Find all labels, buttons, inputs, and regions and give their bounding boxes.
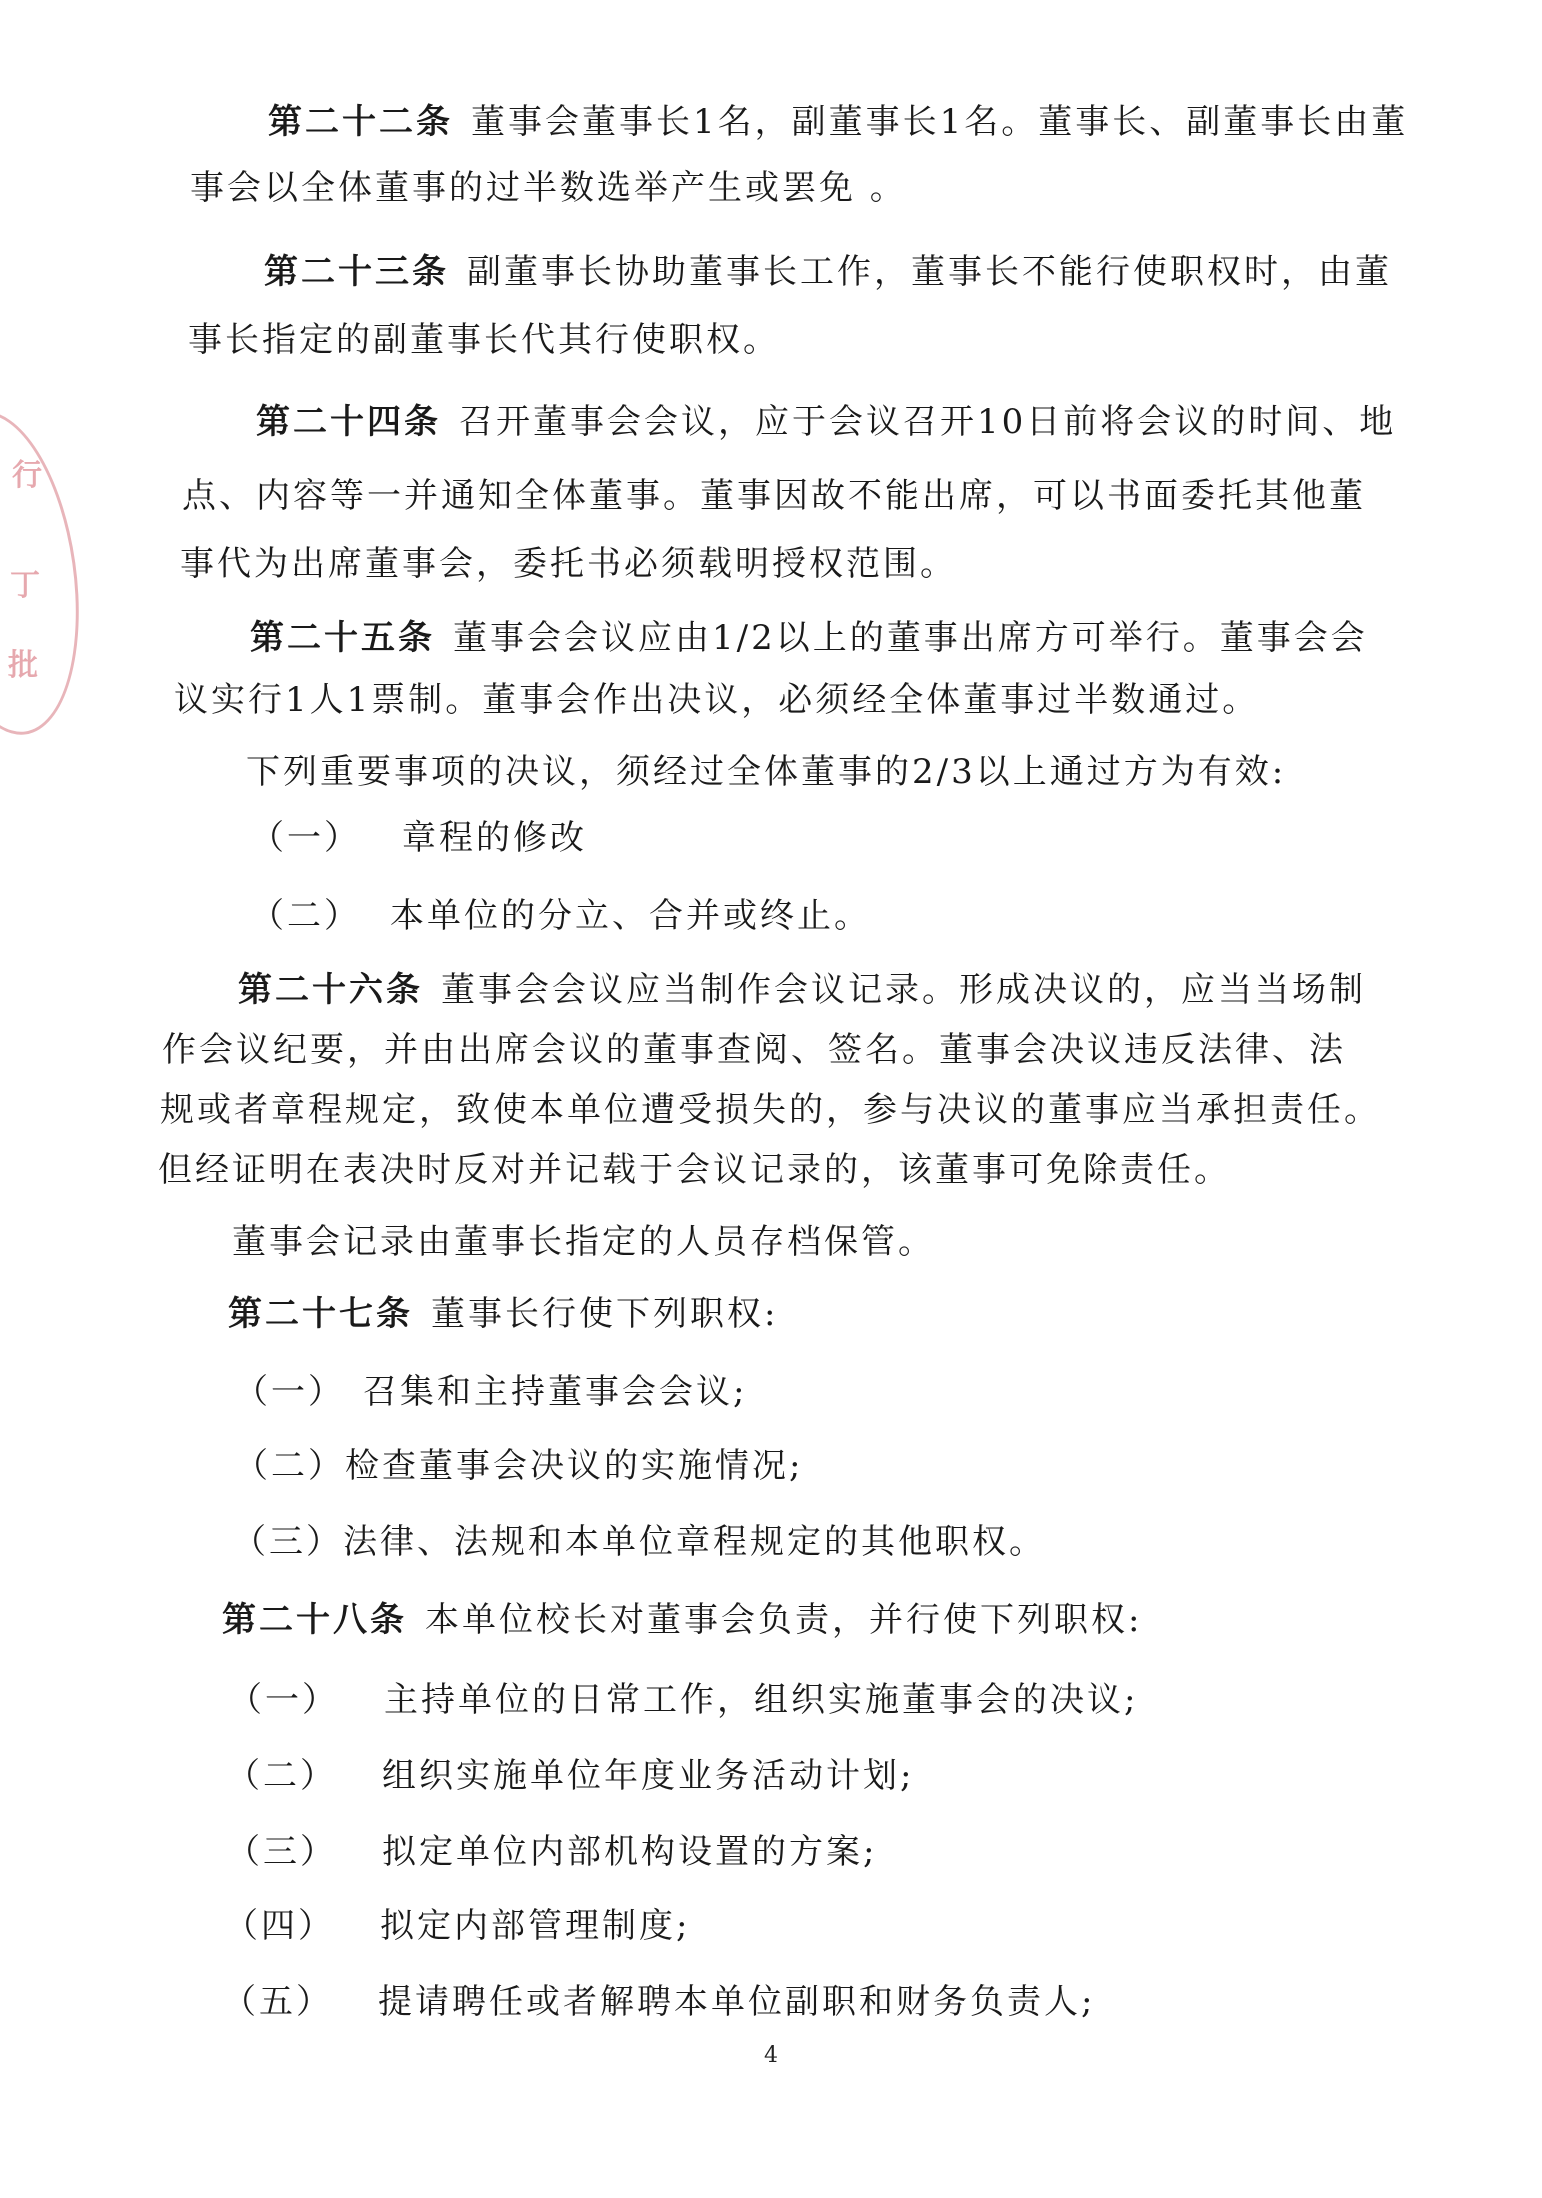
article-26-line-3: 规或者章程规定，致使本单位遭受损失的，参与决议的董事应当承担责任。 <box>160 1090 1381 1130</box>
list-item-number: （二） <box>226 1756 337 1796</box>
list-item <box>224 1906 690 1946</box>
article-22-line-2: 事会以全体董事的过半数选举产生或罢免 。 <box>190 168 907 208</box>
article-22-label: 第二十二条 <box>268 102 453 142</box>
article-25-line-2: 议实行1人1票制。董事会作出决议，必须经全体董事过半数通过。 <box>174 680 1260 720</box>
article-23-line-1: 第二十三条 副董事长协助董事长工作，董事长不能行使职权时，由董 <box>264 252 1392 292</box>
list-item <box>222 1982 1095 2022</box>
list-item-text: 提请聘任或者解聘本单位副职和财务负责人; <box>378 1982 1096 2022</box>
list-item-text: 章程的修改 <box>402 818 587 858</box>
list-item-number: （二） <box>234 1446 345 1486</box>
article-22-line-1: 第二十二条 董事会董事长1名，副董事长1名。董事长、副董事长由董 <box>268 102 1409 142</box>
list-item-number: （三） <box>226 1832 337 1872</box>
list-item-number: （一） <box>250 818 361 858</box>
list-item <box>226 1832 877 1872</box>
list-item <box>226 1756 914 1796</box>
article-23-label: 第二十三条 <box>264 252 449 292</box>
list-item <box>234 1372 747 1412</box>
list-item-number: （五） <box>222 1982 333 2022</box>
article-27-label: 第二十七条 <box>228 1294 413 1334</box>
article-24-label: 第二十四条 <box>256 402 441 442</box>
seal-glyph: 批 <box>8 648 38 683</box>
list-item-text: 组织实施单位年度业务活动计划; <box>382 1756 915 1796</box>
article-26-label: 第二十六条 <box>238 970 423 1010</box>
article-24-line-2: 点、内容等一并通知全体董事。董事因故不能出席，可以书面委托其他董 <box>182 476 1366 516</box>
list-item-text: 主持单位的日常工作，组织实施董事会的决议; <box>384 1680 1139 1720</box>
article-28-line-1: 第二十八条 本单位校长对董事会负责，并行使下列职权: <box>222 1600 1143 1640</box>
article-28-label: 第二十八条 <box>222 1600 407 1640</box>
list-item-text: 拟定内部管理制度; <box>380 1906 691 1946</box>
list-item-text: 检查董事会决议的实施情况; <box>345 1446 804 1486</box>
article-25-line-1: 第二十五条 董事会会议应由1/2以上的董事出席方可举行。董事会会 <box>250 618 1368 658</box>
article-25-label: 第二十五条 <box>250 618 435 658</box>
list-item-number: （一） <box>228 1680 339 1720</box>
page-number: 4 <box>764 2043 778 2068</box>
list-item-number: （三） <box>232 1522 343 1562</box>
article-24-line-1: 第二十四条 召开董事会会议，应于会议召开10日前将会议的时间、地 <box>256 402 1397 442</box>
list-item-text: 法律、法规和本单位章程规定的其他职权。 <box>343 1522 1046 1562</box>
list-item <box>250 818 587 858</box>
article-25-line-3: 下列重要事项的决议，须经过全体董事的2/3以上通过方为有效: <box>246 752 1287 792</box>
article-26-line-4: 但经证明在表决时反对并记载于会议记录的，该董事可免除责任。 <box>158 1150 1231 1190</box>
article-26-line-1: 第二十六条 董事会会议应当制作会议记录。形成决议的，应当当场制 <box>238 970 1366 1010</box>
list-item <box>232 1522 1046 1562</box>
list-item <box>228 1680 1138 1720</box>
list-item-number: （一） <box>234 1372 345 1412</box>
seal-glyph: 丁 <box>10 568 40 603</box>
list-item <box>234 1446 803 1486</box>
article-27-line-1: 第二十七条 董事长行使下列职权: <box>228 1294 779 1334</box>
list-item-number: （四） <box>224 1906 335 1946</box>
article-26-line-5: 董事会记录由董事长指定的人员存档保管。 <box>232 1222 935 1262</box>
list-item-text: 召集和主持董事会会议; <box>363 1372 748 1412</box>
seal-glyph: 行 <box>12 458 42 493</box>
list-item-number: （二） <box>250 896 361 936</box>
article-26-line-2: 作会议纪要，并由出席会议的董事查阅、签名。董事会决议违反法律、法 <box>162 1030 1346 1070</box>
list-item-text: 本单位的分立、合并或终止。 <box>390 896 871 936</box>
list-item-text: 拟定单位内部机构设置的方案; <box>382 1832 878 1872</box>
list-item <box>250 896 871 936</box>
article-23-line-2: 事长指定的副董事长代其行使职权。 <box>188 320 780 360</box>
article-24-line-3: 事代为出席董事会，委托书必须载明授权范围。 <box>180 544 957 584</box>
